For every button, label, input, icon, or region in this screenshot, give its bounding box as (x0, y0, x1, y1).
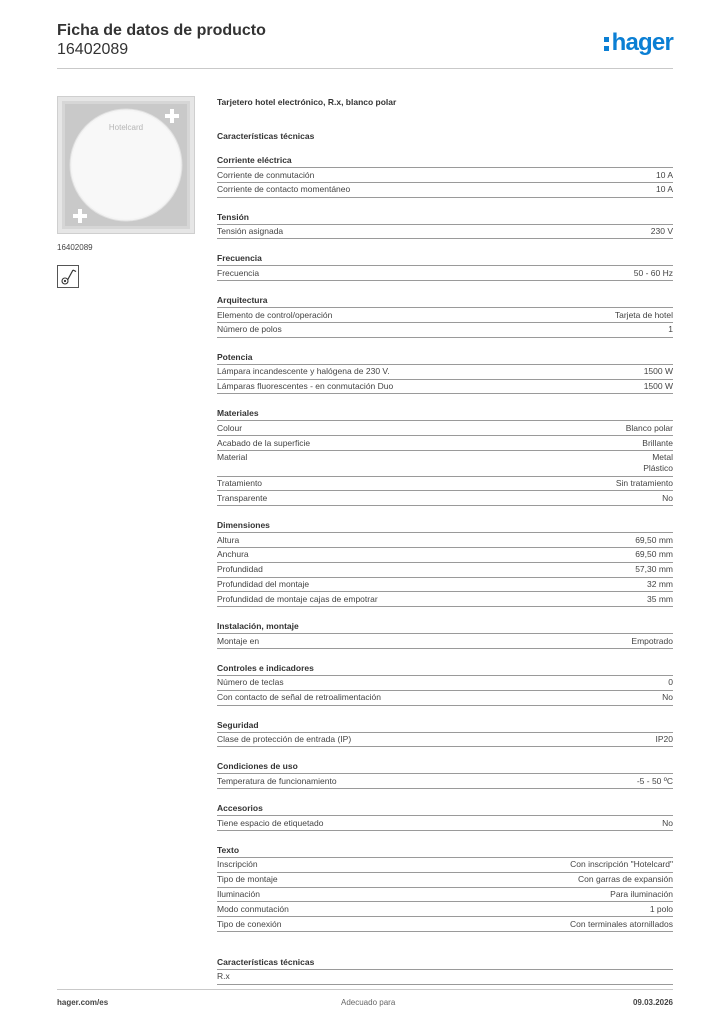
spec-row (217, 308, 673, 323)
spec-row (217, 917, 673, 932)
spec-label: Tensión asignada (217, 226, 284, 237)
spec-groups (217, 154, 673, 932)
spec-group (217, 844, 673, 932)
spec-label: Corriente de contacto momentáneo (217, 184, 351, 195)
spec-label: Tipo de montaje (217, 874, 278, 885)
spec-label: Profundidad del montaje (217, 579, 310, 590)
spec-row (217, 563, 673, 578)
spec-row (217, 421, 673, 436)
logo-text: hager (611, 29, 673, 56)
image-caption: 16402089 (57, 243, 93, 252)
spec-label: Frecuencia (217, 267, 260, 278)
spec-label: Modo conmutación (217, 903, 289, 914)
spec-label: Lámparas fluorescentes - en conmutación Duo (217, 381, 394, 392)
spec-label: Tiene espacio de etiquetado (217, 817, 324, 828)
spec-row (217, 970, 673, 985)
spec-group (217, 252, 673, 281)
spec-label: Inscripción (217, 859, 258, 870)
spec-value: 69,50 mm (635, 549, 673, 560)
spec-label: Colour (217, 422, 243, 433)
spec-content (217, 96, 673, 985)
spec-row (217, 533, 673, 548)
spec-group (217, 802, 673, 831)
spec-label: Acabado de la superficie (217, 437, 311, 448)
spec-label: Iluminación (217, 889, 260, 900)
footer-divider (57, 989, 673, 990)
spec-group (217, 294, 673, 338)
spec-group (217, 760, 673, 789)
spec-value: Con inscripción "Hotelcard" (570, 859, 673, 870)
section-title: Características técnicas (217, 131, 315, 141)
spec-value: 69,50 mm (635, 534, 673, 545)
spec-value: Sin tratamiento (615, 478, 673, 489)
spec-row (217, 168, 673, 183)
spec-value: Para iluminación (610, 889, 673, 900)
spec-value: 1500 W (643, 366, 673, 377)
spec-row (217, 548, 673, 563)
spec-value: 32 mm (647, 579, 673, 590)
spec-label: Montaje en (217, 635, 260, 646)
spec-row (217, 816, 673, 831)
spec-value: Empotrado (631, 635, 673, 646)
spec-group (217, 211, 673, 240)
spec-row (217, 902, 673, 917)
spec-value: IP20 (655, 734, 673, 745)
document-header (57, 22, 266, 59)
footer-website-link[interactable]: hager.com/es (57, 998, 109, 1007)
spec-group (217, 719, 673, 748)
spec-row (217, 477, 673, 492)
product-image (57, 96, 195, 234)
footer-date: 09.03.2026 (632, 998, 673, 1007)
group-title: Características técnicas (217, 956, 673, 970)
spec-label: Profundidad (217, 564, 263, 575)
spec-label: Lámpara incandescente y halógena de 230 V. (217, 366, 390, 377)
spec-label: Tratamiento (217, 478, 263, 489)
spec-value: 10 A (655, 184, 673, 195)
spec-group (217, 519, 673, 607)
spec-row (217, 634, 673, 649)
header-divider (57, 68, 673, 69)
product-name: Tarjetero hotel electrónico, R.x, blanco polar (217, 97, 397, 107)
group-title: Seguridad (217, 719, 673, 733)
spec-group (217, 662, 673, 706)
spec-value: 1 (668, 324, 673, 335)
spec-value: Brillante (642, 437, 673, 448)
group-title: Controles e indicadores (217, 662, 673, 676)
spec-value: No (662, 692, 673, 703)
spec-value: 0 (668, 677, 673, 688)
spec-label: Material (217, 452, 248, 463)
spec-row (217, 592, 673, 607)
hotelcard-label: Hotelcard (108, 123, 144, 132)
spec-label: Con contacto de señal de retroalimentación (217, 692, 381, 703)
spec-label: Temperatura de funcionamiento (217, 775, 337, 786)
spec-value: 1500 W (643, 381, 673, 392)
group-title: Arquitectura (217, 294, 673, 308)
spec-label: Clase de protección de entrada (IP) (217, 734, 352, 745)
group-title: Dimensiones (217, 519, 673, 533)
spec-value: -5 - 50 ºC (636, 775, 673, 786)
spec-label: Profundidad de montaje cajas de empotrar (217, 593, 378, 604)
spec-row (217, 380, 673, 395)
group-title: Materiales (217, 407, 673, 421)
spec-row (217, 676, 673, 691)
spec-group (217, 407, 673, 506)
spec-label: R.x (217, 971, 230, 982)
spec-row (217, 578, 673, 593)
spec-value: 230 V (650, 226, 673, 237)
spec-value: Metal Plástico (643, 452, 673, 474)
group-title: Tensión (217, 211, 673, 225)
group-title: Potencia (217, 351, 673, 365)
spec-row (217, 691, 673, 706)
card-switch-symbol-icon (57, 265, 79, 288)
spec-group (217, 351, 673, 395)
spec-label: Transparente (217, 492, 268, 503)
spec-row (217, 436, 673, 451)
spec-row (217, 266, 673, 281)
spec-label: Número de polos (217, 324, 282, 335)
spec-label: Elemento de control/operación (217, 309, 333, 320)
spec-row (217, 888, 673, 903)
spec-label: Corriente de conmutación (217, 169, 315, 180)
spec-label: Anchura (217, 549, 249, 560)
spec-value: No (662, 492, 673, 503)
spec-value: Con terminales atornillados (570, 918, 673, 929)
spec-row (217, 225, 673, 240)
spec-row (217, 491, 673, 506)
hager-logo[interactable] (604, 28, 673, 58)
document-title: Ficha de datos de producto (57, 22, 266, 39)
spec-value: 10 A (655, 169, 673, 180)
spec-value: 57,30 mm (635, 564, 673, 575)
spec-label: Altura (217, 534, 240, 545)
spec-value: 1 polo (649, 903, 673, 914)
spec-value: 35 mm (647, 593, 673, 604)
product-code: 16402089 (57, 41, 129, 58)
spec-row (217, 365, 673, 380)
footer-center-text: Adecuado para (341, 998, 396, 1007)
spec-value: Tarjeta de hotel (614, 309, 673, 320)
group-title: Instalación, montaje (217, 620, 673, 634)
spec-group-bottom (217, 956, 673, 985)
spec-row (217, 873, 673, 888)
group-title: Condiciones de uso (217, 760, 673, 774)
spec-value: No (662, 817, 673, 828)
spec-row (217, 323, 673, 338)
spec-group (217, 154, 673, 198)
group-title: Texto (217, 844, 673, 858)
footer (57, 998, 673, 1010)
spec-row (217, 733, 673, 748)
group-title: Frecuencia (217, 252, 673, 266)
spec-group (217, 620, 673, 649)
spec-row (217, 858, 673, 873)
spec-value: 50 - 60 Hz (633, 267, 673, 278)
spec-row (217, 774, 673, 789)
group-title: Corriente eléctrica (217, 154, 673, 168)
spec-value: Con garras de expansión (578, 874, 673, 885)
spec-value: Blanco polar (625, 422, 673, 433)
product-photo (58, 97, 194, 233)
spec-label: Número de teclas (217, 677, 284, 688)
spec-label: Tipo de conexión (217, 918, 282, 929)
spec-row (217, 183, 673, 198)
spec-row (217, 451, 673, 477)
group-title: Accesorios (217, 802, 673, 816)
